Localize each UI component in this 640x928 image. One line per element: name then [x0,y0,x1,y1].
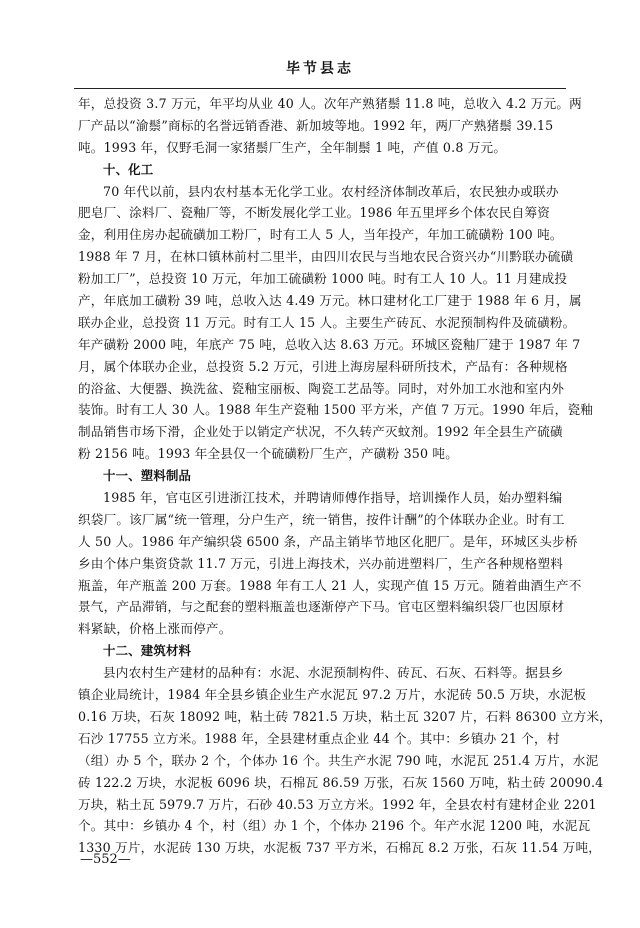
page-header-title: 毕节县志 [286,61,354,77]
text-line: 县内农村生产建材的品种有：水泥、水泥预制构件、砖瓦、石灰、石料等。据县乡 [103,665,564,681]
text-line: 粉加工厂”，总投资 10 万元，年加工硫磺粉 1000 吨。时有工人 10 人。11 月建成投 [78,271,568,287]
text-line: 砖 122.2 万块，水泥板 6096 块，石棉瓦 86.59 万张，石灰 1560 万吨，粘土砖 20090.4 [78,774,604,790]
text-line: 瓶盖，年产瓶盖 200 万套。1988 年有工人 21 人，实现产值 15 万元。随着曲酒生产不 [78,577,582,593]
text-line: 织袋厂。该厂属“统一管理，分户生产，统一销售，按件计酬”的个体联办企业。时有工 [78,511,565,527]
text-line: 联办企业，总投资 11 万元。时有工人 15 人。主要生产砖瓦、水泥预制构件及硫磺粉。 [78,314,576,330]
text-line: 吨。1993 年，仅野毛洞一家猪鬃厂生产，全年制鬃 1 吨，产值 0.8 万元。 [78,139,507,155]
text-line: 万块，粘土瓦 5979.7 万片，石砂 40.53 万立方米。1992 年，全县农村有建材企业 2201 [78,796,597,812]
text-line: 月，属个体联办企业，总投资 5.2 万元，引进上海房屋科研所技术，产品有：各种规格 [78,358,568,374]
text-line: 肥皂厂、涂料厂、瓷釉厂等，不断发展化学工业。1986 年五里坪乡个体农民自筹资 [78,205,551,221]
header-divider [74,88,566,89]
text-line: 乡由个体户集资贷款 11.7 万元，引进上海技术，兴办前进塑料厂，生产各种规格塑料 [78,555,564,571]
text-line: 70 年代以前，县内农村基本无化学工业。农村经济体制改革后，农民独办或联办 [103,183,559,199]
text-line: 制品销售市场下滑，企业处于以销定产状况，不久转产灭蚊剂。1992 年全县生产硫磺 [78,424,563,440]
text-line: 装饰。时有工人 30 人。1988 年生产瓷釉 1500 平方米，产值 7 万元。1990 年后，瓷釉 [78,402,594,418]
text-line: 人 50 人。1986 年产编织袋 6500 条，产品主销毕节地区化肥厂。是年，环城区头步桥 [78,533,578,549]
section-heading: 十一、塑料制品 [103,468,192,484]
text-line: 的浴盆、大便器、换洗盆、瓷釉宝丽板、陶瓷工艺品等。同时，对外加工水池和室内外 [78,380,565,396]
text-line: 景气，产品滞销，与之配套的塑料瓶盖也逐渐停产下马。官屯区塑料编织袋厂也因原材 [78,599,565,615]
text-line: 1988 年 7 月，在林口镇林前村二里半，由四川农民与当地农民合资兴办“川黔联办硫磺 [78,249,574,265]
text-line: 年，总投资 3.7 万元，年平均从业 40 人。次年产熟猪鬃 11.8 吨，总收入 4.2 万元。两 [78,96,582,111]
text-line: 镇企业局统计，1984 年全县乡镇企业生产水泥瓦 97.2 万片，水泥砖 50.5 万块，水泥板 [78,687,587,703]
text-line: 1985 年，官屯区引进浙江技术，并聘请师傅作指导，培训操作人员，始办塑料编 [103,490,563,506]
text-line: 个。其中：乡镇办 4 个，村（组）办 1 个，个体办 2196 个。年产水泥 1200 吨，水泥瓦 [78,818,591,834]
text-line: 年产磺粉 2000 吨，年底产 75 吨，总收入达 8.63 万元。环城区瓷釉厂建于 1987 年 7 [78,336,581,352]
page-number: —552— [80,852,131,867]
text-line: 1330 万片，水泥砖 130 万块，水泥板 737 平方米，石棉瓦 8.2 万张，石灰 11.54 万吨， [78,840,602,856]
text-line: 产，年底加工磺粉 39 吨，总收入达 4.49 万元。林口建材化工厂建于 1988 年 6 月，属 [78,293,582,309]
text-line: 粉 2156 吨。1993 年全县仅一个硫磺粉厂生产，产磺粉 350 吨。 [78,446,459,462]
text-line: 厂产品以“渝鬃”商标的名誉远销香港、新加坡等地。1992 年，两厂产熟猪鬃 39.15 [78,117,554,133]
section-heading: 十二、建筑材料 [103,643,192,659]
text-line: 金，利用住房办起硫磺加工粉厂，时有工人 5 人，当年投产，年加工硫磺粉 100 吨。 [78,227,563,243]
text-line: 0.16 万块，石灰 18092 吨，粘土砖 7821.5 万块，粘土瓦 3207 片，石料 86300 立方米， [78,708,612,724]
text-line: （组）办 5 个，联办 2 个，个体办 16 个。共生产水泥 790 吨，水泥瓦 251.4 万片，水泥 [78,752,599,768]
text-line: 石沙 17755 立方米。1988 年，全县建材重点企业 44 个。其中：乡镇办 21 个，村 [78,730,560,746]
section-heading: 十、化工 [103,161,154,177]
text-line: 料紧缺，价格上涨而停产。 [78,621,232,637]
body-text [78,93,612,859]
